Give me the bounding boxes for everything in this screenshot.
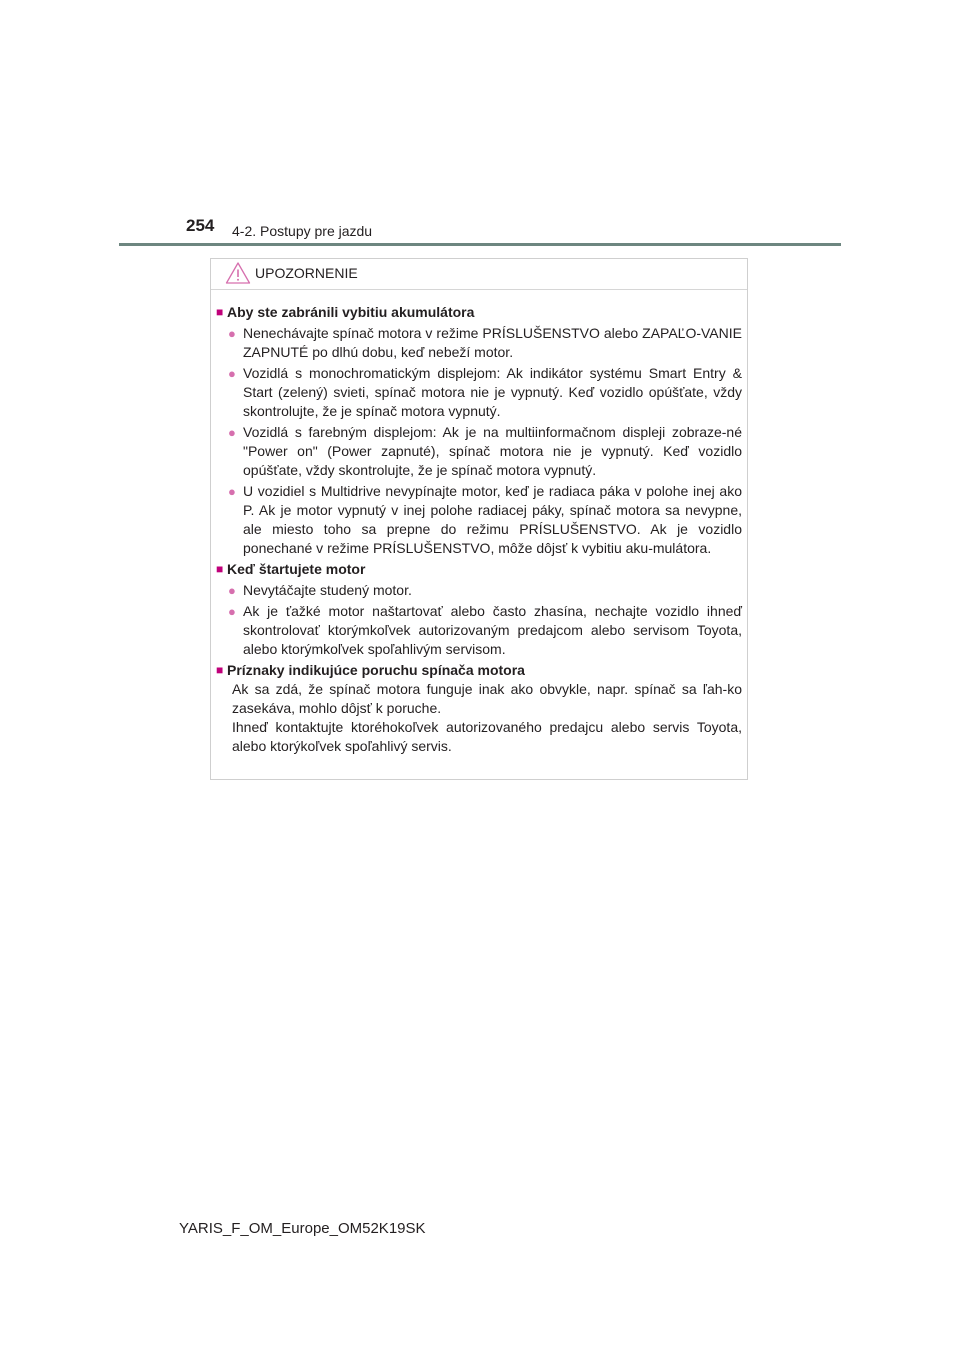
list-item-text: Vozidlá s monochromatickým displejom: Ak indikátor systému Smart Entry & Start (zelený) svieti, spínač motora nie je vypnutý. Keď vozidlo opúšťate, vždy skontrolujte, že je spínač motora vypnutý. <box>243 365 742 419</box>
section-heading <box>216 560 742 579</box>
page-number: 254 <box>186 216 215 235</box>
section-heading <box>216 661 742 680</box>
list-item <box>228 364 742 421</box>
warning-title: UPOZORNENIE <box>255 265 358 281</box>
warning-content <box>211 290 747 756</box>
list-item-text: Ak je ťažké motor naštartovať alebo často zhasína, nechajte vozidlo ihneď skontrolovať ktorýmkoľvek autorizovaným predajcom alebo servisom Toyota, alebo ktorýmkoľvek spoľahlivým servisom. <box>243 603 742 657</box>
list-item-text: U vozidiel s Multidrive nevypínajte motor, keď je radiaca páka v polohe inej ako P. Ak je motor vypnutý v inej polohe radiacej páky, spínač motora sa nevypne, ale miesto toho sa prepne do režimu PRÍSLUŠENSTVO. Ak je vozidlo ponechané v režime PRÍSLUŠENSTVO, môže dôjsť k vybitiu aku-mulátora. <box>243 483 742 556</box>
paragraph: Ihneď kontaktujte ktoréhokoľvek autorizovaného predajcu alebo servis Toyota, alebo ktorýkoľvek spoľahlivý servis. <box>232 719 742 754</box>
circle-bullet-icon: ● <box>228 583 236 598</box>
paragraph: Ak sa zdá, že spínač motora funguje inak ako obvykle, napr. spínač sa ľah-ko zasekáva, mohlo dôjsť k poruche. <box>232 681 742 716</box>
square-bullet-icon: ■ <box>216 305 224 319</box>
warning-triangle-icon <box>225 261 251 285</box>
circle-bullet-icon: ● <box>228 366 236 381</box>
list-item <box>228 482 742 558</box>
list-item-text: Nevytáčajte studený motor. <box>243 582 412 598</box>
header-rule <box>119 243 841 246</box>
list-item <box>228 423 742 480</box>
circle-bullet-icon: ● <box>228 425 236 440</box>
warning-header <box>211 259 747 290</box>
warning-box <box>210 258 748 780</box>
section-heading <box>216 303 742 322</box>
list-item <box>228 602 742 659</box>
section-title: 4-2. Postupy pre jazdu <box>232 223 373 239</box>
section-heading-text: Príznaky indikujúce poruchu spínača motora <box>227 662 525 678</box>
circle-bullet-icon: ● <box>228 484 236 499</box>
square-bullet-icon: ■ <box>216 562 224 576</box>
section-heading-text: Aby ste zabránili vybitiu akumulátora <box>227 304 475 320</box>
document-id: YARIS_F_OM_Europe_OM52K19SK <box>179 1220 426 1237</box>
list-item <box>228 324 742 362</box>
warning-section <box>216 560 742 659</box>
section-heading-text: Keď štartujete motor <box>227 561 366 577</box>
list-item-text: Nenechávajte spínač motora v režime PRÍSLUŠENSTVO alebo ZAPAĽO-VANIE ZAPNUTÉ po dlhú dobu, keď nebeží motor. <box>243 325 742 360</box>
square-bullet-icon: ■ <box>216 663 224 677</box>
warning-section <box>216 303 742 558</box>
circle-bullet-icon: ● <box>228 326 236 341</box>
circle-bullet-icon: ● <box>228 604 236 619</box>
warning-section <box>216 661 742 756</box>
list-item <box>228 581 742 600</box>
list-item-text: Vozidlá s farebným displejom: Ak je na multiinformačnom displeji zobraze-né "Power on" (Power zapnuté), spínač motora nie je vypnutý. Keď vozidlo opúšťate, vždy skontrolujte, že je spínač motora vypnutý. <box>243 424 742 478</box>
